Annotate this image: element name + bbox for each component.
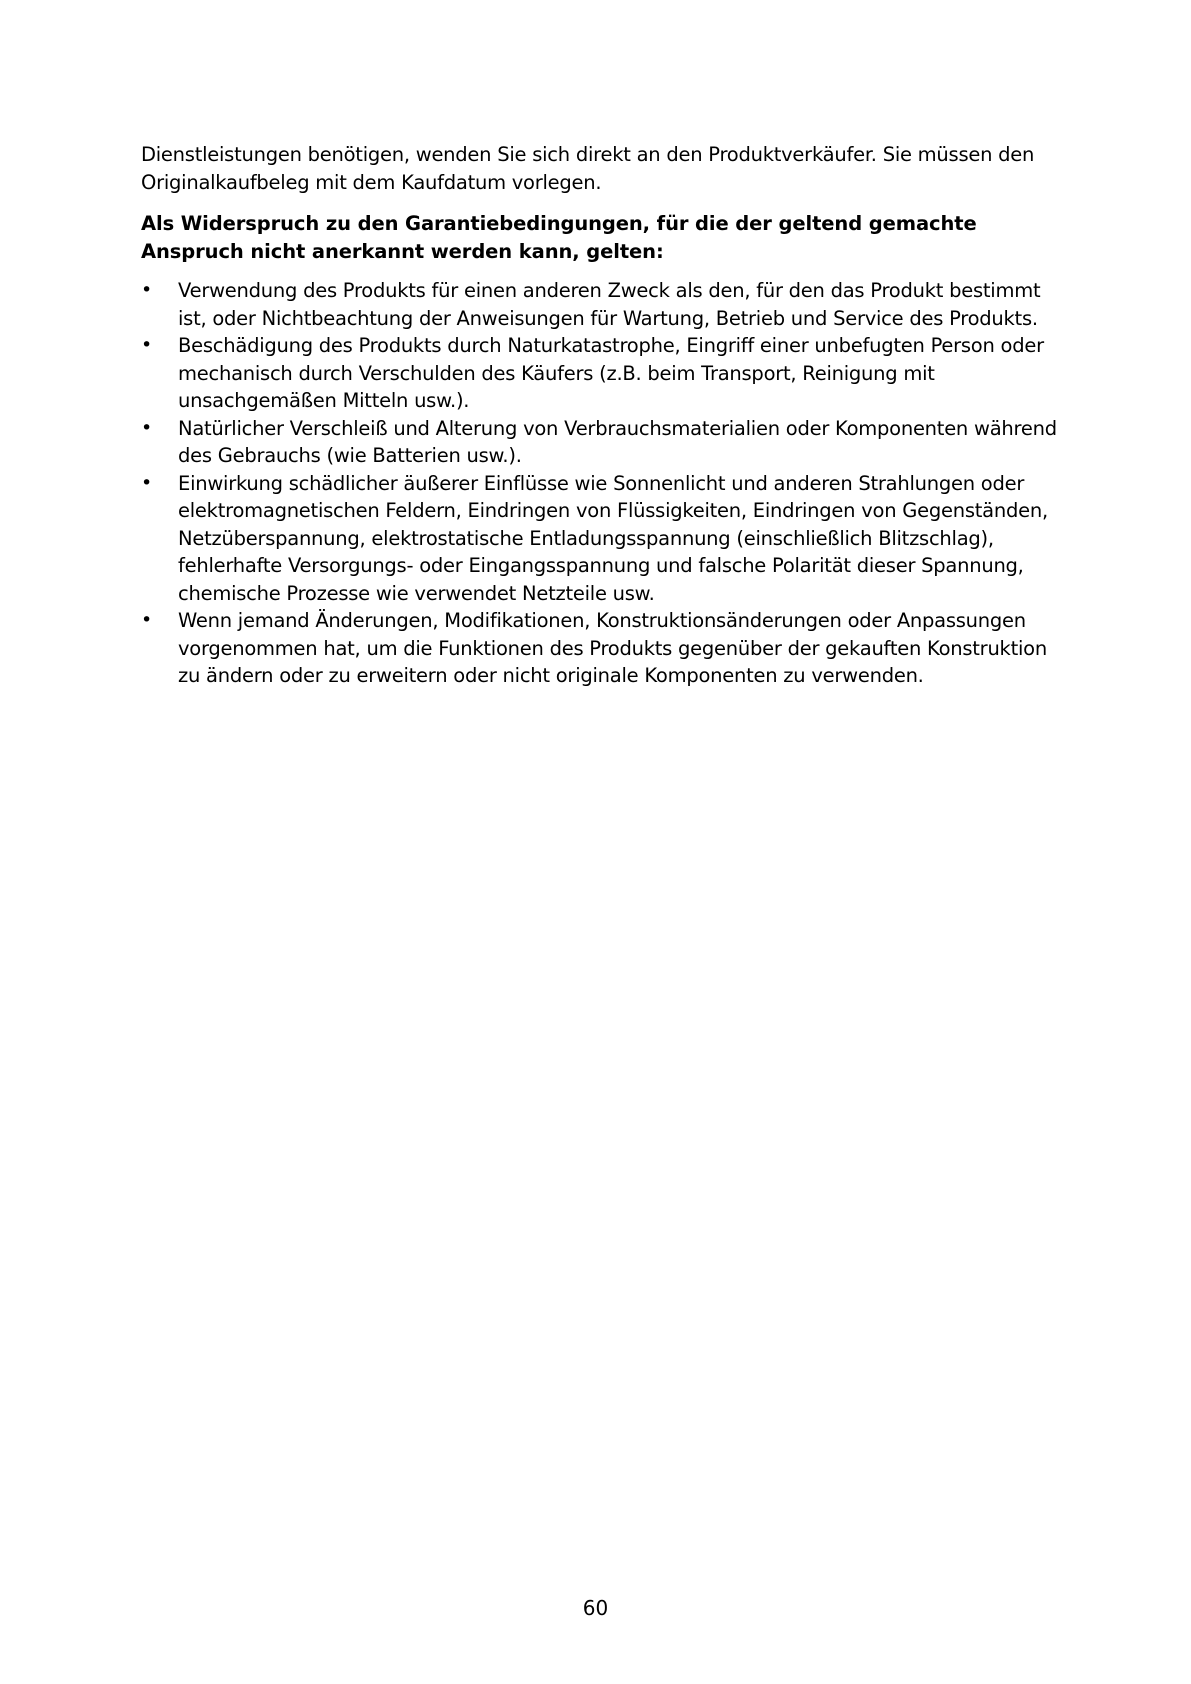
bullet-icon: •: [141, 609, 152, 631]
list-item-text: Beschädigung des Produkts durch Naturkatastrophe, Eingriff einer unbefugten Person oder mechanisch durch Verschulden des Käufers (z.B. beim Transport, Reinigung mit unsachgemäßen Mitteln usw.).: [178, 334, 1044, 412]
bullet-icon: •: [141, 334, 152, 356]
bullet-icon: •: [141, 279, 152, 301]
list-item: [141, 607, 1061, 690]
list-item-text: Verwendung des Produkts für einen anderen Zweck als den, für den das Produkt bestimmt ist, oder Nichtbeachtung der Anweisungen für Wartung, Betrieb und Service des Produkts.: [178, 279, 1041, 330]
page-content: [141, 141, 1061, 690]
page-number: 60: [582, 1596, 609, 1620]
list-item: [141, 277, 1061, 332]
list-item: [141, 415, 1061, 470]
list-item: [141, 332, 1061, 415]
intro-paragraph: Dienstleistungen benötigen, wenden Sie sich direkt an den Produktverkäufer. Sie müssen den Originalkaufbeleg mit dem Kaufdatum vorlegen.: [141, 143, 1035, 194]
section-heading: Als Widerspruch zu den Garantiebedingungen, für die der geltend gemachte Anspruch nicht anerkannt werden kann, gelten:: [141, 212, 977, 263]
list-item-text: Einwirkung schädlicher äußerer Einflüsse wie Sonnenlicht und anderen Strahlungen oder elektromagnetischen Feldern, Eindringen von Flüssigkeiten, Eindringen von Gegenständen, Netzüberspannung, elektrostatische Entladungsspannung (einschließlich Blitzschlag), fehlerhafte Versorgungs- oder Eingangsspannung und falsche Polarität dieser Spannung, chemische Prozesse wie verwendet Netzteile usw.: [178, 471, 1048, 605]
exclusion-list: [141, 277, 1061, 690]
list-item-text: Wenn jemand Änderungen, Modifikationen, Konstruktionsänderungen oder Anpassungen vorgenommen hat, um die Funktionen des Produkts gegenüber der gekauften Konstruktion zu ändern oder zu erweitern oder nicht originale Komponenten zu verwenden.: [178, 609, 1047, 687]
list-item-text: Natürlicher Verschleiß und Alterung von Verbrauchsmaterialien oder Komponenten während des Gebrauchs (wie Batterien usw.).: [178, 416, 1057, 467]
bullet-icon: •: [141, 471, 152, 494]
bullet-icon: •: [141, 416, 152, 439]
list-item: [141, 470, 1061, 608]
